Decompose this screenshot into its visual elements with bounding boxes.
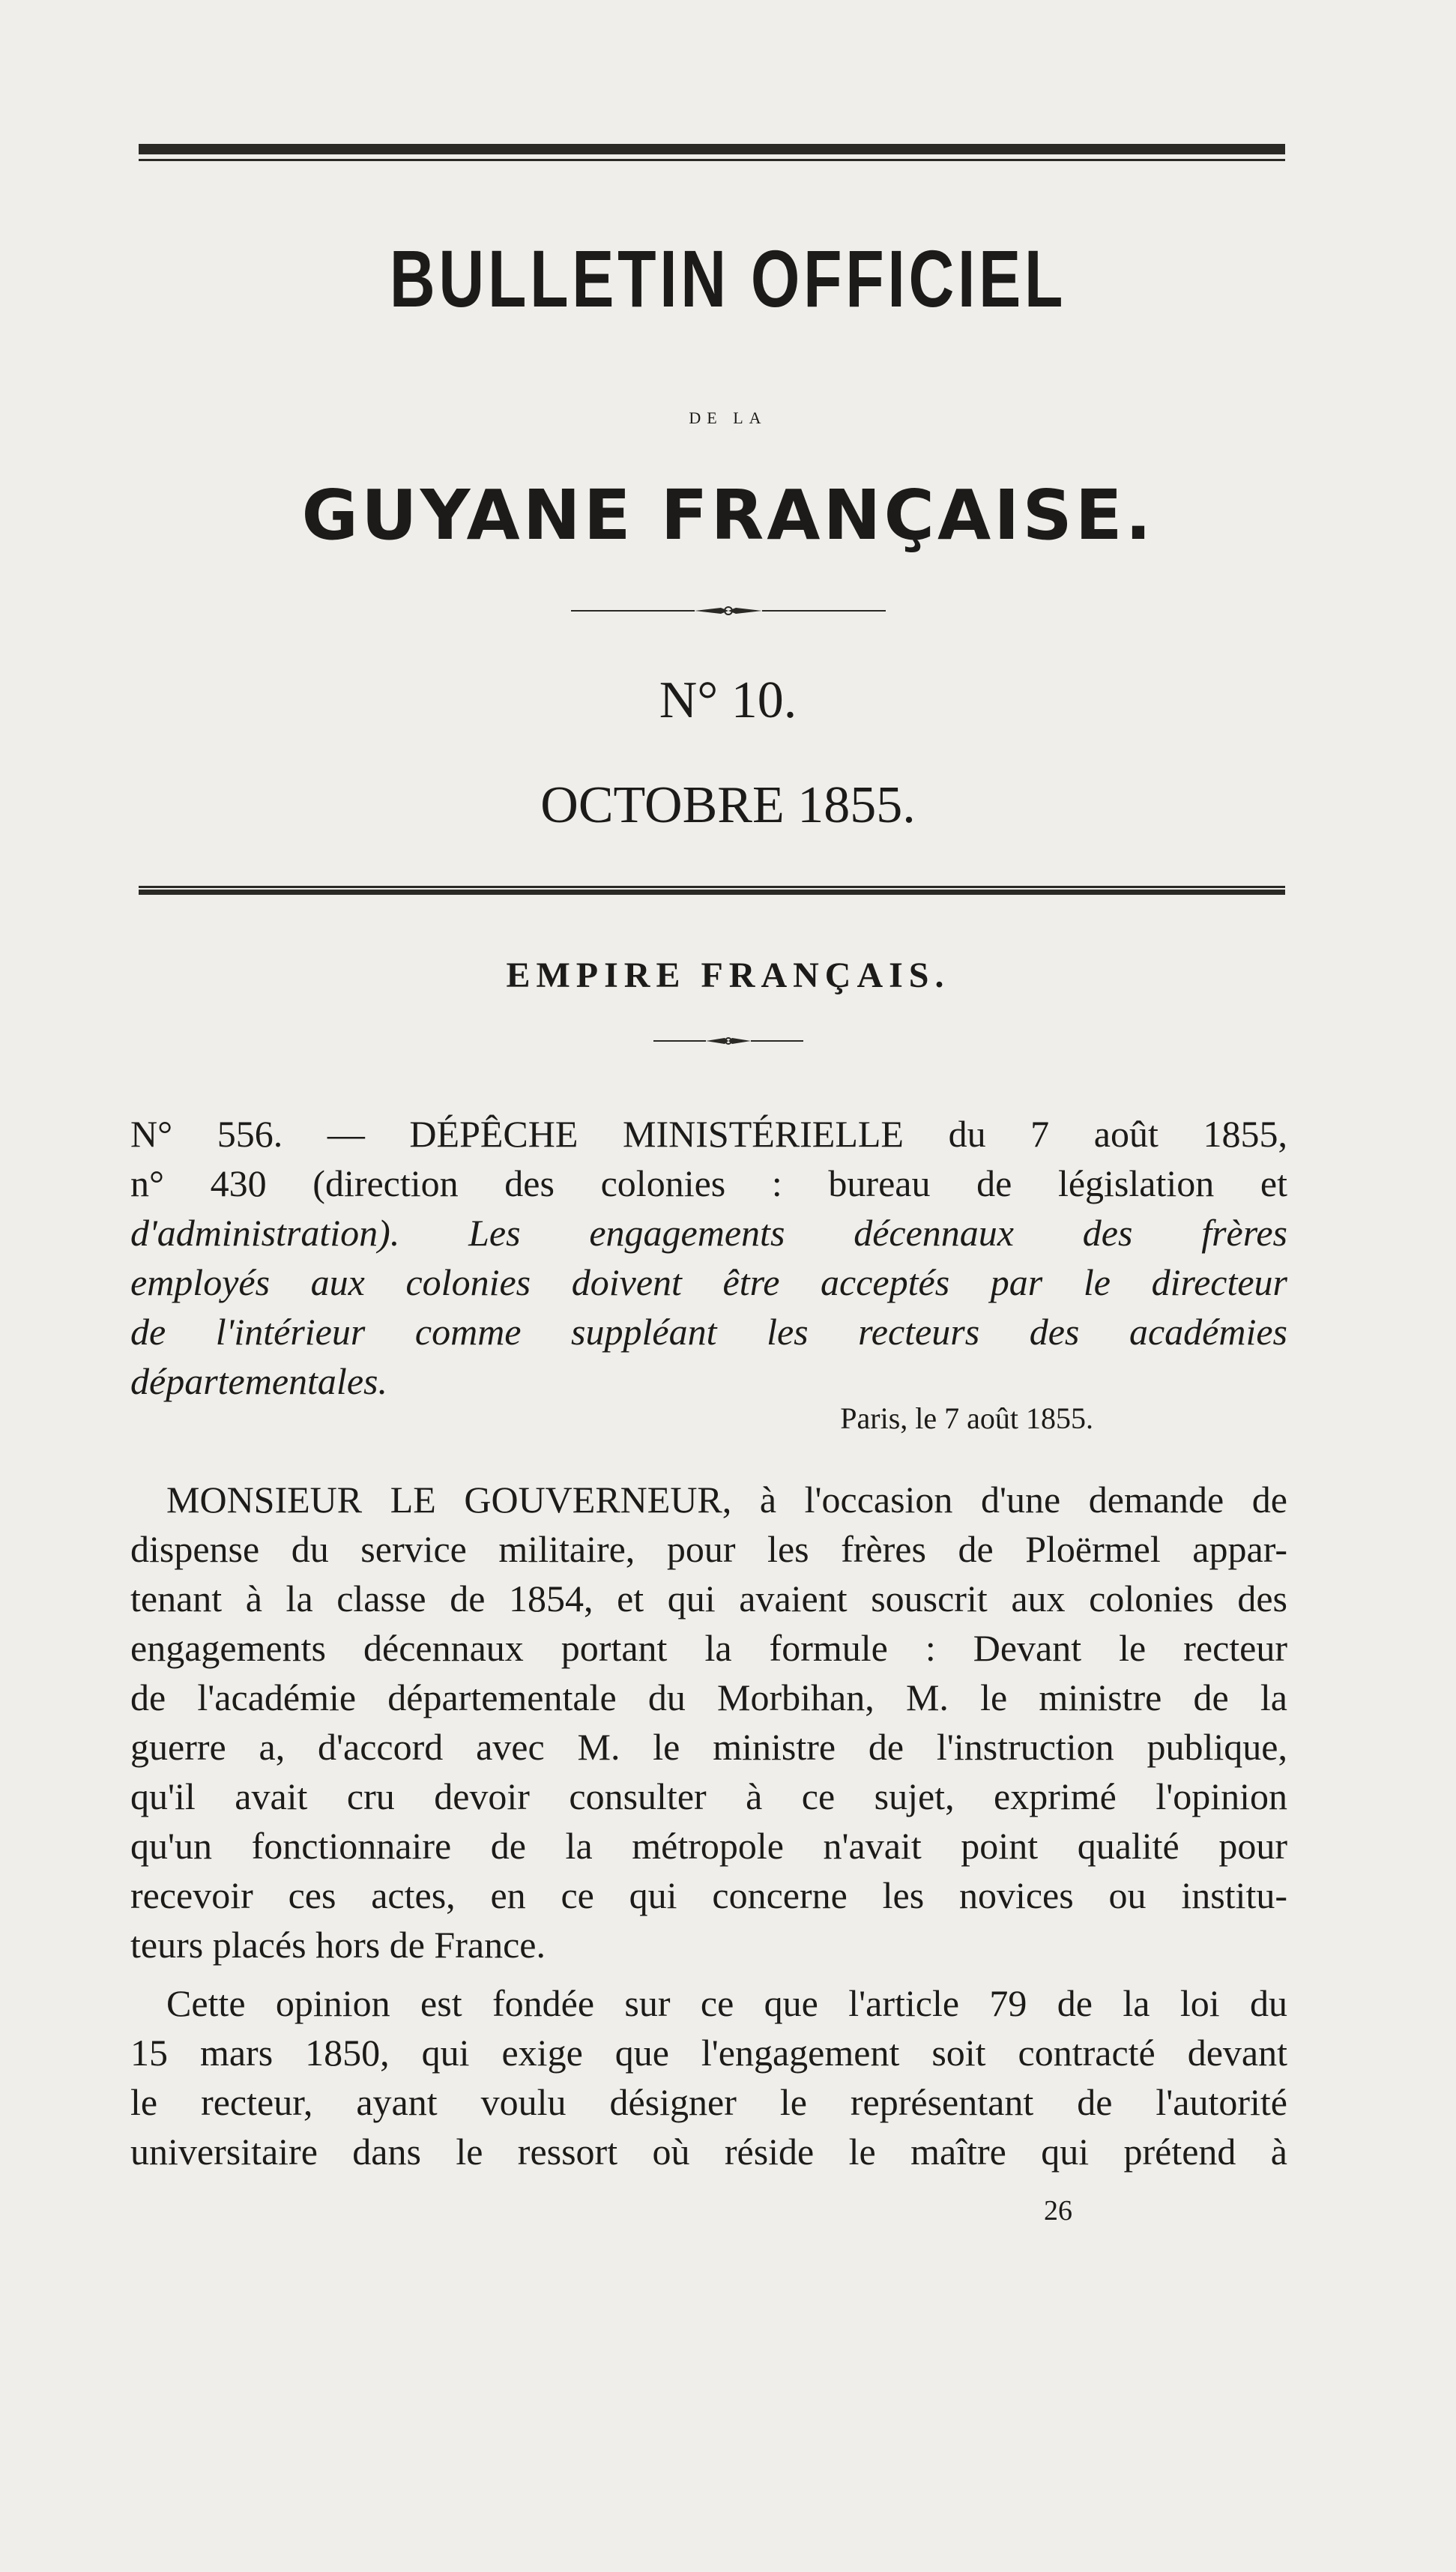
article-heading-line: de l'intérieur comme suppléant les recteurs des académies <box>130 1311 1287 1353</box>
ornament-divider-1 <box>571 604 886 618</box>
article-heading-line: N° 556. — DÉPÊCHE MINISTÉRIELLE du 7 août 1855, <box>130 1113 1287 1155</box>
paragraph-line: MONSIEUR LE GOUVERNEUR, à l'occasion d'une demande de <box>166 1479 1287 1521</box>
paragraph-line: Cette opinion est fondée sur ce que l'article 79 de la loi du <box>166 1982 1287 2024</box>
paragraph-line: qu'il avait cru devoir consulter à ce sujet, exprimé l'opinion <box>130 1775 1287 1817</box>
paragraph-line: dispense du service militaire, pour les frères de Ploërmel appar- <box>130 1528 1287 1570</box>
issue-number: N° 10. <box>659 671 797 729</box>
issue-date: OCTOBRE 1855. <box>540 776 916 834</box>
paragraph-2 <box>130 1978 1287 2176</box>
article-heading <box>130 1109 1287 1406</box>
paragraph-line: recevoir ces actes, en ce qui concerne les novices ou institu- <box>130 1874 1287 1916</box>
article-heading-line: n° 430 (direction des colonies : bureau de législation et <box>130 1162 1287 1204</box>
paragraph-line: guerre a, d'accord avec M. le ministre de l'instruction publique, <box>130 1726 1287 1768</box>
paragraph-line: engagements décennaux portant la formule : Devant le recteur <box>130 1627 1287 1669</box>
paragraph-line: de l'académie départementale du Morbihan, M. le ministre de la <box>130 1676 1287 1718</box>
double-rule <box>139 886 1285 895</box>
bulletin-title: BULLETIN OFFICIEL <box>389 233 1067 324</box>
paragraph-line: universitaire dans le ressort où réside le maître qui prétend à <box>130 2131 1287 2173</box>
page-number: 26 <box>1044 2195 1072 2227</box>
paragraph-line: tenant à la classe de 1854, et qui avaient souscrit aux colonies des <box>130 1578 1287 1619</box>
top-rule <box>139 144 1285 154</box>
paragraph-line: 15 mars 1850, qui exige que l'engagement soit contracté devant <box>130 2032 1287 2074</box>
de-la-label: DE LA <box>689 408 767 427</box>
paragraph-line: le recteur, ayant voulu désigner le représentant de l'autorité <box>130 2081 1287 2123</box>
article-heading-line: employés aux colonies doivent être acceptés par le directeur <box>130 1261 1287 1303</box>
paragraph-line: teurs placés hors de France. <box>130 1924 546 1966</box>
ornament-divider-2 <box>653 1036 803 1046</box>
paragraph-1 <box>130 1475 1287 1969</box>
place-date: Paris, le 7 août 1855. <box>840 1401 1093 1435</box>
article-heading-line: départementales. <box>130 1360 387 1402</box>
article-heading-line: d'administration). Les engagements décennaux des frères <box>130 1212 1287 1254</box>
guyane-title: GUYANE FRANÇAISE. <box>301 475 1155 555</box>
paragraph-line: qu'un fonctionnaire de la métropole n'avait point qualité pour <box>130 1825 1287 1867</box>
section-heading: EMPIRE FRANÇAIS. <box>506 956 950 995</box>
